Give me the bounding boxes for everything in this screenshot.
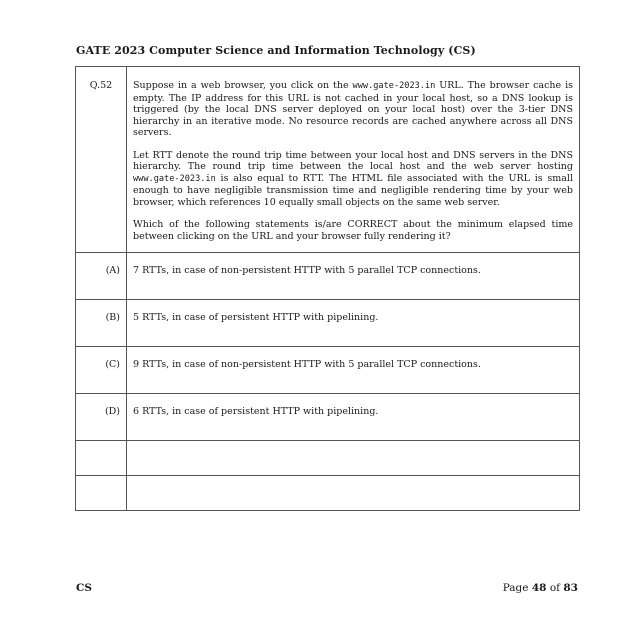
question-paragraph-3: Which of the following statements is/are CORRECT about the minimum elapsed time between clicking on the URL and your browser fully rendering it?	[133, 219, 573, 242]
option-text: 9 RTTs, in case of non-persistent HTTP with 5 parallel TCP connections.	[127, 347, 580, 394]
blank-cell	[76, 441, 127, 476]
para2-text-start: Let RTT denote the round trip time between your local host and DNS servers in the DNS hierarchy. The round trip time between the local host and the web server hosting	[133, 149, 573, 172]
question-row	[76, 67, 580, 253]
page-of-word: of	[549, 582, 561, 594]
question-paragraph-1	[133, 80, 573, 139]
question-number: Q.52	[76, 67, 127, 253]
page-header-title: GATE 2023 Computer Science and Information Technology (CS)	[76, 44, 476, 57]
question-table	[75, 66, 580, 511]
question-url: www.gate-2023.in	[133, 173, 216, 184]
option-row-a[interactable]	[76, 253, 580, 300]
blank-row	[76, 441, 580, 476]
page-word: Page	[502, 582, 529, 594]
option-row-c[interactable]	[76, 347, 580, 394]
question-paragraph-2	[133, 150, 573, 209]
blank-row	[76, 476, 580, 511]
para1-text-end: URL. The browser cache is empty. The IP address for this URL is not cached in your local host, so a DNS lookup is triggered (by the local DNS server deployed on your local host) over the 3-tier DNS hierarchy in an iterative mode. No resource records are cached anywhere across all DNS servers.	[133, 80, 573, 138]
page-total: 83	[563, 582, 578, 594]
blank-cell	[127, 476, 580, 511]
page-current: 48	[531, 582, 547, 594]
para2-text-end: is also equal to RTT. The HTML file associated with the URL is small enough to have negligible transmission time and negligible rendering time by your web browser, which references 10 equally small objects on the same web server.	[133, 172, 573, 208]
option-text: 5 RTTs, in case of persistent HTTP with pipelining.	[127, 300, 580, 347]
option-label: (A)	[76, 253, 127, 300]
option-label: (D)	[76, 394, 127, 441]
option-label: (B)	[76, 300, 127, 347]
footer-subject: CS	[76, 582, 92, 594]
blank-cell	[127, 441, 580, 476]
blank-cell	[76, 476, 127, 511]
footer-page-number	[503, 582, 578, 594]
option-text: 7 RTTs, in case of non-persistent HTTP with 5 parallel TCP connections.	[127, 253, 580, 300]
question-url: www.gate-2023.in	[352, 81, 436, 91]
option-row-d[interactable]	[76, 394, 580, 441]
question-body	[127, 67, 580, 253]
option-text: 6 RTTs, in case of persistent HTTP with pipelining.	[127, 394, 580, 441]
para1-text-start: Suppose in a web browser, you click on the	[133, 80, 353, 91]
option-label: (C)	[76, 347, 127, 394]
option-row-b[interactable]	[76, 300, 580, 347]
